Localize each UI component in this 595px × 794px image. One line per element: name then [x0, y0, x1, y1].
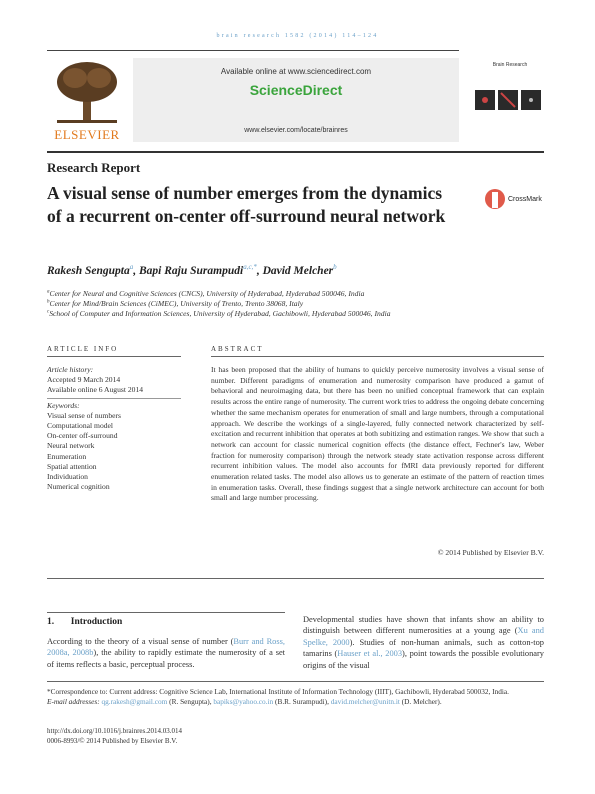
- citation-link[interactable]: Hauser et al., 2003: [337, 649, 403, 659]
- author-affiliation-marker[interactable]: a: [129, 263, 134, 271]
- author-name[interactable]: David Melcher: [262, 264, 334, 277]
- accepted-date: Accepted 9 March 2014: [47, 375, 121, 385]
- abstract-copyright: © 2014 Published by Elsevier B.V.: [437, 548, 544, 557]
- email-owner: (B.R. Surampudi),: [275, 697, 329, 706]
- keyword: Visual sense of numbers: [47, 410, 121, 420]
- keyword: Neural network: [47, 441, 95, 451]
- keyword: Numerical cognition: [47, 482, 110, 492]
- keyword: Computational model: [47, 421, 114, 431]
- correspondence-footnote: [47, 687, 544, 707]
- keyword: Enumeration: [47, 451, 87, 461]
- keywords-label: Keywords:: [47, 400, 80, 410]
- affiliation: [47, 309, 391, 318]
- affiliation: [47, 289, 364, 298]
- abstract-heading: ABSTRACT: [211, 345, 544, 357]
- crossmark-label: CrossMark: [508, 196, 542, 203]
- doi-block: [47, 727, 182, 746]
- affiliation-marker: c: [47, 309, 50, 315]
- issn-copyright: 0006-8993/© 2014 Published by Elsevier B.V.: [47, 736, 178, 745]
- body-text: ). Studies of non-human animals, such as cotton-top tamarins (: [303, 637, 544, 659]
- crossmark-icon: [484, 188, 506, 212]
- author-name[interactable]: Bapi Raju Surampudi: [139, 264, 244, 277]
- keyword: On-center off-surround: [47, 431, 118, 441]
- abstract-bottom-rule: [47, 578, 544, 579]
- available-online-text: Available online at www.sciencedirect.com: [220, 67, 372, 76]
- cover-image: [475, 90, 495, 110]
- journal-running-head: brain research 1582 (2014) 114–124: [216, 33, 379, 39]
- author-list: Rakesh Sengupta$^a$, Bapi Raju Surampudi$^{a,c,*}$, David Melcher$^b$: [47, 263, 337, 277]
- body-text: ), point towards the possible evolutionary origins of the visual: [303, 649, 544, 670]
- email-link[interactable]: qg.rakesh@gmail.com: [101, 697, 168, 706]
- email-label: E-mail addresses:: [47, 697, 100, 706]
- body-text: According to the theory of a visual sense of number (: [47, 637, 234, 646]
- citation-link[interactable]: Xu and Spelke, 2000: [303, 626, 544, 647]
- journal-url[interactable]: www.elsevier.com/locate/brainres: [244, 127, 348, 134]
- section-heading-introduction: [47, 617, 122, 627]
- section-number: 1.: [47, 617, 55, 627]
- header-rule: [47, 50, 459, 51]
- footnote-rule: [47, 681, 544, 682]
- intro-paragraph: [47, 636, 285, 670]
- affiliation: [47, 299, 303, 308]
- author-affiliation-marker[interactable]: b: [333, 263, 337, 271]
- cover-image: [498, 90, 518, 110]
- body-text: Developmental studies have shown that infants show an ability to distinguish between different numerosities at a young age (: [303, 615, 544, 636]
- email-link[interactable]: david.melcher@unitn.it: [330, 697, 400, 706]
- email-link[interactable]: bapiks@yahoo.co.in: [213, 697, 274, 706]
- divider: [47, 398, 181, 399]
- email-owner: (R. Sengupta),: [169, 697, 212, 706]
- affiliation-text: School of Computer and Information Sciences, University of Hyderabad, Gachibowli, Hyderabad 500046, India: [49, 309, 391, 318]
- article-section-label: Research Report: [47, 160, 141, 175]
- cover-image: [521, 90, 541, 110]
- article-info-panel: [47, 365, 181, 492]
- body-text: ), the ability to rapidly estimate the numerosity of a set of items reflects a basic, perceptual process.: [47, 648, 285, 669]
- intro-paragraph-col2: [303, 614, 544, 671]
- author-affiliation-marker[interactable]: a,c,*: [243, 263, 257, 271]
- article-title: A visual sense of number emerges from the dynamics of a recurrent on-center off-surround neural network: [47, 183, 446, 226]
- online-date: Available online 6 August 2014: [47, 385, 144, 395]
- correspondence-text: *Correspondence to: Current address: Cognitive Science Lab, International Institute of Information Technology (IIIT), Gachibowli, Hyderabad 500032, India.: [47, 687, 509, 696]
- sciencedirect-logo[interactable]: ScienceDirect: [249, 82, 343, 98]
- doi-link[interactable]: http://dx.doi.org/10.1016/j.brainres.2014.03.014: [47, 727, 183, 735]
- keyword: Spatial attention: [47, 461, 97, 471]
- journal-cover-title: Brain Research: [492, 62, 528, 68]
- keyword: Individuation: [47, 472, 88, 482]
- section-title: Introduction: [70, 617, 123, 627]
- author-name[interactable]: Rakesh Sengupta: [47, 264, 130, 277]
- article-info-heading: ARTICLE INFO: [47, 345, 181, 357]
- intro-rule: [47, 612, 285, 613]
- affiliation-text: Center for Neural and Cognitive Sciences (CNCS), University of Hyderabad, Hyderabad 500046, India: [49, 289, 365, 298]
- publisher-wordmark: ELSEVIER: [54, 127, 120, 142]
- abstract-text: It has been proposed that the ability of humans to quickly perceive numerosity involves a visual sense of number. Different paradigms of enumeration and numerosity comparison have produced a gamut of behavioral and neuroimaging data, but there has been no unified conceptual framework that can explain results across the entire range of numerosity. The current work tries to address the ongoing debate concerning whether the same mechanism operates for enumeration of small and large numbers, through a computational approach. We describe the workings of a single-layered, fully connected network characterized by self-excitation and recurrent inhibition that operates at both subitizing and estimation ranges. We show that such a network can account for classic numerical cognition effects (the distance effect, Fechner's law, Weber fraction for numerosity comparison) through the network steady state activation response across different recurrent inhibition values. The model also accounts for fMRI data previously reported for different enumeration related tasks. The model also allows us to generate an estimate of the pattern of reaction times in enumeration tasks. Overall, these findings suggest that a single network architecture can account for both small and large number processing.: [211, 365, 544, 503]
- header-bottom-rule: [47, 151, 544, 153]
- email-owner: (D. Melcher).: [401, 697, 442, 706]
- affiliation-marker: a: [47, 289, 50, 295]
- history-label: Article history:: [47, 365, 94, 374]
- affiliation-text: Center for Mind/Brain Sciences (CiMEC), University of Trento, Trento 38068, Italy: [49, 299, 304, 308]
- affiliation-marker: b: [47, 299, 50, 305]
- citation-link[interactable]: Burr and Ross, 2008a, 2008b: [47, 637, 285, 658]
